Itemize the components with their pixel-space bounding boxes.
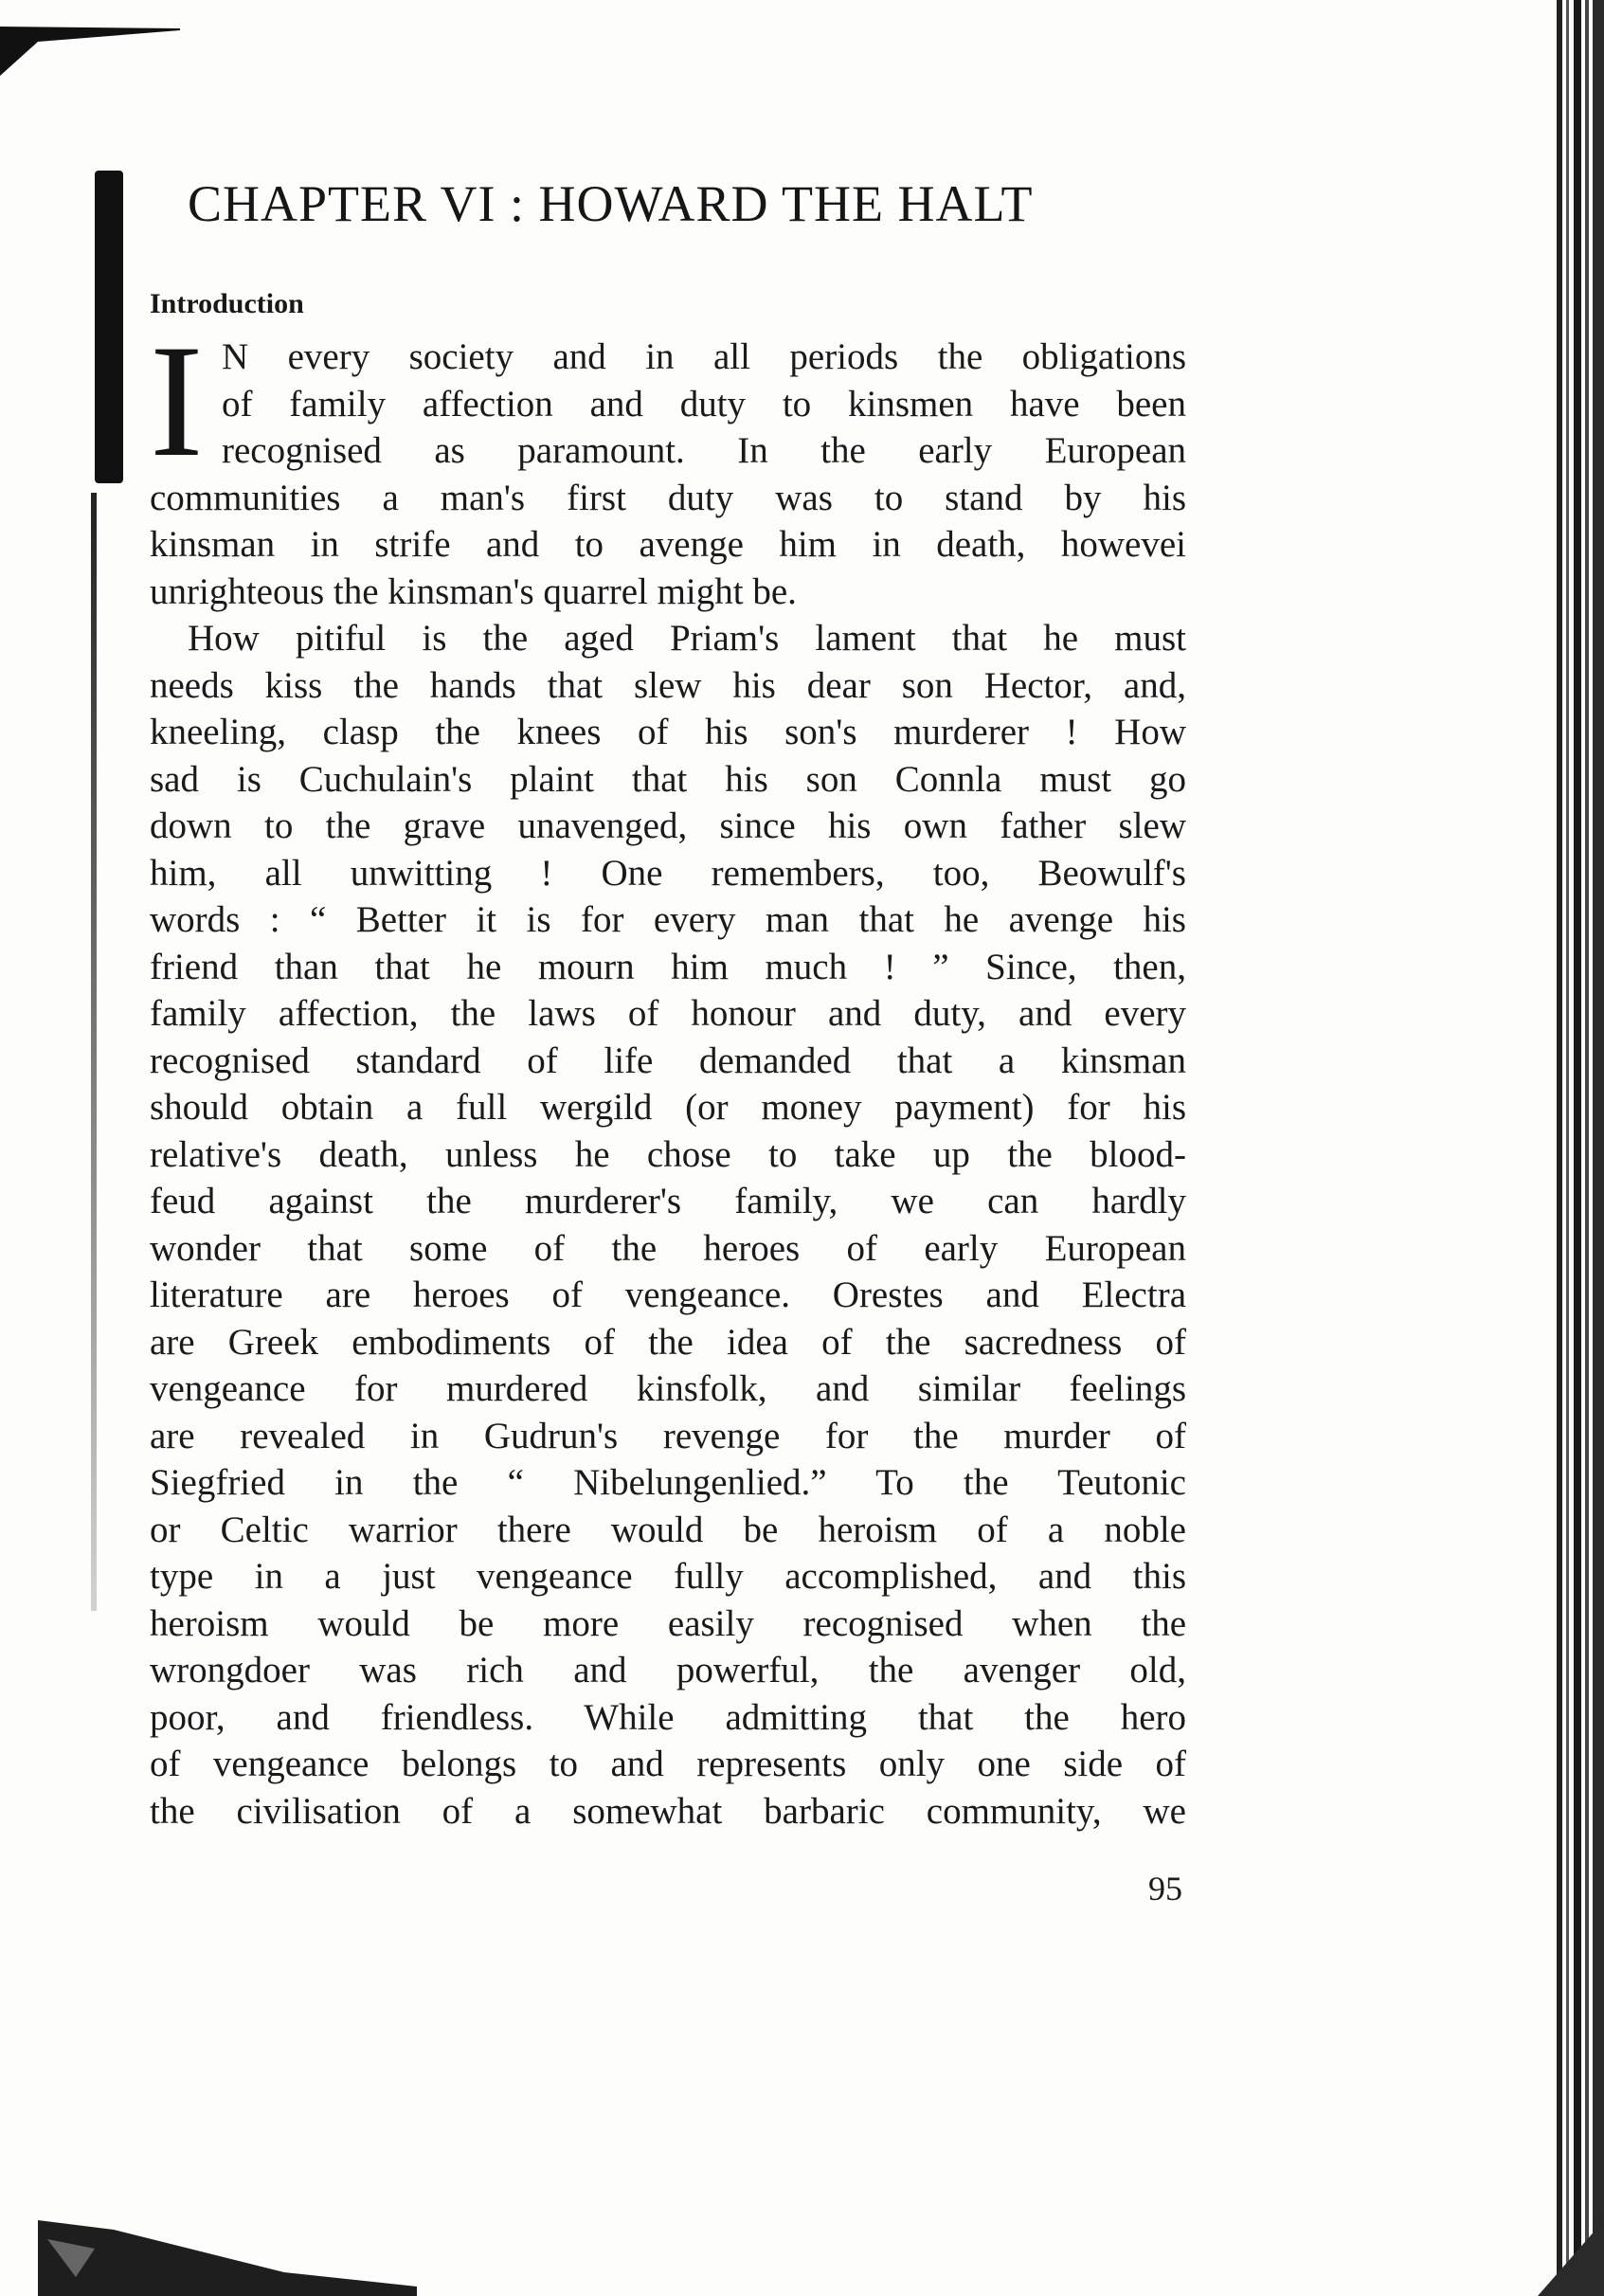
text-line: vengeance for murdered kinsfolk, and similar feelings [150,1368,1186,1409]
page-number: 95 [1148,1870,1182,1907]
text-line: heroism would be more easily recognised when the [150,1602,1186,1644]
text-line: kinsman in strife and to avenge him in death, howevei [150,524,1186,565]
text-line: of vengeance belongs to and represents only one side of [150,1744,1186,1784]
text-line: communities a man's first duty was to stand by his [150,477,1186,518]
margin-ink-bar [95,171,123,483]
book-binding-edge [1528,0,1604,2296]
text-line: recognised as paramount. In the early European [222,430,1186,471]
text-line: type in a just vengeance fully accomplished, and this [150,1556,1186,1597]
text-line: him, all unwitting ! One remembers, too, Beowulf's [150,852,1186,894]
text-line: How pitiful is the aged Priam's lament that he must [188,618,1186,659]
text-line: wrongdoer was rich and powerful, the avenger old, [150,1650,1186,1690]
scan-corner-smudge [1519,2192,1604,2296]
text-line: recognised standard of life demanded that a kinsman [150,1040,1186,1081]
scan-bottom-artifact [38,2182,417,2296]
text-line: friend than that he mourn him much ! ” Since, then, [150,946,1186,987]
text-line: N every society and in all periods the obligations [222,336,1186,377]
scan-corner-artifact [0,9,189,76]
chapter-title: CHAPTER VI : HOWARD THE HALT [188,175,1034,232]
text-line: relative's death, unless he chose to take up the blood- [150,1133,1186,1175]
text-line: kneeling, clasp the knees of his son's murderer ! How [150,712,1186,752]
text-line: Siegfried in the “ Nibelungenlied.” To the Teutonic [150,1462,1186,1503]
text-line: literature are heroes of vengeance. Orestes and Electra [150,1275,1186,1315]
text-line: of family affection and duty to kinsmen have been [222,383,1186,425]
text-line: are Greek embodiments of the idea of the sacredness of [150,1321,1186,1363]
paragraph-1 [150,334,1186,615]
text-line: unrighteous the kinsman's quarrel might be. [150,570,797,612]
text-line: down to the grave unavenged, since his own father slew [150,805,1186,846]
body-text [150,334,1186,1835]
text-line: family affection, the laws of honour and duty, and every [150,993,1186,1034]
text-line: should obtain a full wergild (or money payment) for his [150,1087,1186,1128]
text-line: are revealed in Gudrun's revenge for the murder of [150,1415,1186,1456]
text-line: needs kiss the hands that slew his dear son Hector, and, [150,664,1186,706]
text-line: feud against the murderer's family, we can hardly [150,1181,1186,1221]
drop-cap-letter: I [150,312,204,490]
text-line: the civilisation of a somewhat barbaric community, we [150,1790,1186,1832]
section-heading: Introduction [150,288,304,319]
text-line: or Celtic warrior there would be heroism of a noble [150,1509,1186,1550]
text-line: sad is Cuchulain's plaint that his son Connla must go [150,758,1186,800]
text-line: wonder that some of the heroes of early European [150,1227,1186,1269]
margin-ink-line [91,493,97,1611]
text-line: poor, and friendless. While admitting that the hero [150,1696,1186,1738]
text-line: words : “ Better it is for every man that he avenge his [150,899,1186,940]
paragraph-2 [150,615,1186,1835]
